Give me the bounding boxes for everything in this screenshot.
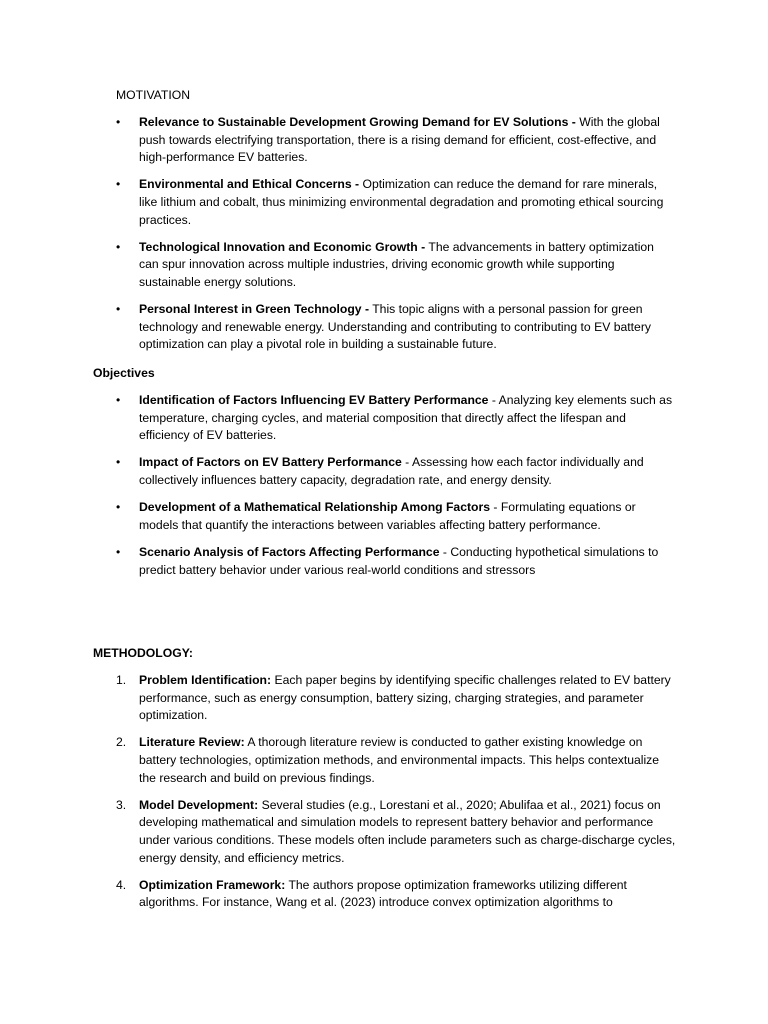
item-term: Technological Innovation and Economic Growth - bbox=[139, 239, 426, 254]
item-text: The authors propose optimization frameworks utilizing different algorithms. For instance, Wang et al. (2023) introduce convex optimization algorithms to bbox=[139, 877, 627, 910]
methodology-heading: METHODOLOGY: bbox=[93, 646, 193, 660]
item-term: Identification of Factors Influencing EV Battery Performance bbox=[139, 393, 489, 407]
motivation-heading: MOTIVATION bbox=[116, 88, 191, 102]
bullet-icon: • bbox=[116, 115, 121, 129]
motivation-list bbox=[0, 114, 768, 364]
item-text: Optimization can reduce the demand for rare minerals, like lithium and cobalt, thus minimizing environmental degradation and promoting ethical sourcing practices. bbox=[139, 177, 664, 227]
item-number: 2. bbox=[116, 735, 127, 750]
motivation-item bbox=[0, 114, 768, 167]
motivation-item bbox=[0, 176, 768, 229]
item-number: 4. bbox=[116, 877, 127, 892]
bullet-icon: • bbox=[116, 302, 121, 317]
item-text: With the global push towards electrifying transportation, there is a rising demand for efficient, cost-effective, and high-performance EV batteries. bbox=[139, 115, 660, 165]
bullet-icon: • bbox=[116, 455, 121, 470]
item-term: Optimization Framework: bbox=[139, 877, 286, 892]
item-text: Each paper begins by identifying specific challenges related to EV battery performance, such as energy consumption, battery sizing, charging strategies, and parameter optimization. bbox=[139, 673, 671, 723]
objectives-item bbox=[0, 392, 768, 445]
item-text: This topic aligns with a personal passion for green technology and renewable energy. Understanding and contributing to contributing to EV battery optimization can play a pivotal role in building a sustainable future. bbox=[139, 302, 651, 352]
bullet-icon: • bbox=[116, 393, 121, 407]
item-term: Problem Identification: bbox=[139, 673, 272, 687]
objectives-item bbox=[0, 544, 768, 579]
methodology-item bbox=[0, 877, 768, 912]
objectives-item bbox=[0, 454, 768, 489]
item-text: A thorough literature review is conducted to gather existing knowledge on battery technologies, optimization methods, and environmental impacts. This helps contextualize the research and build on previous findings. bbox=[139, 735, 660, 785]
methodology-item bbox=[0, 672, 768, 725]
item-text: - Assessing how each factor individually and collectively influences battery capacity, degradation rate, and energy density. bbox=[139, 455, 644, 487]
item-text: The advancements in battery optimization can spur innovation across multiple industries, driving economic growth while supporting sustainable energy solutions. bbox=[139, 239, 654, 289]
item-term: Literature Review: bbox=[139, 735, 245, 750]
item-term: Development of a Mathematical Relationship Among Factors bbox=[139, 500, 491, 515]
item-term: Relevance to Sustainable Development Growing Demand for EV Solutions - bbox=[139, 115, 576, 129]
bullet-icon: • bbox=[116, 239, 121, 254]
item-term: Scenario Analysis of Factors Affecting Performance bbox=[139, 544, 440, 559]
item-text: - Formulating equations or models that quantify the interactions between variables affecting battery performance. bbox=[139, 500, 636, 532]
objectives-heading: Objectives bbox=[93, 366, 155, 380]
motivation-item bbox=[0, 301, 768, 354]
methodology-list bbox=[0, 672, 768, 922]
motivation-item bbox=[0, 239, 768, 292]
objectives-item bbox=[0, 499, 768, 534]
item-text: - Conducting hypothetical simulations to predict battery behavior under various real-world conditions and stressors bbox=[139, 544, 659, 577]
bullet-icon: • bbox=[116, 177, 121, 192]
item-text: - Analyzing key elements such as temperature, charging cycles, and material composition that directly affect the lifespan and efficiency of EV batteries. bbox=[139, 393, 673, 443]
item-term: Personal Interest in Green Technology - bbox=[139, 302, 370, 317]
item-number: 1. bbox=[116, 673, 127, 687]
item-number: 3. bbox=[116, 797, 127, 812]
objectives-list bbox=[0, 392, 768, 589]
item-term: Impact of Factors on EV Battery Performance bbox=[139, 455, 402, 470]
item-term: Environmental and Ethical Concerns - bbox=[139, 177, 360, 192]
methodology-item bbox=[0, 734, 768, 787]
item-text: Several studies (e.g., Lorestani et al., 2020; Abulifaa et al., 2021) focus on developing mathematical and simulation models to represent battery behavior and performance under various conditions. These models often include parameters such as charge-discharge cycles, energy density, and efficiency metrics. bbox=[139, 797, 676, 865]
bullet-icon: • bbox=[116, 500, 121, 515]
item-term: Model Development: bbox=[139, 797, 259, 812]
methodology-item bbox=[0, 797, 768, 867]
bullet-icon: • bbox=[116, 544, 121, 559]
